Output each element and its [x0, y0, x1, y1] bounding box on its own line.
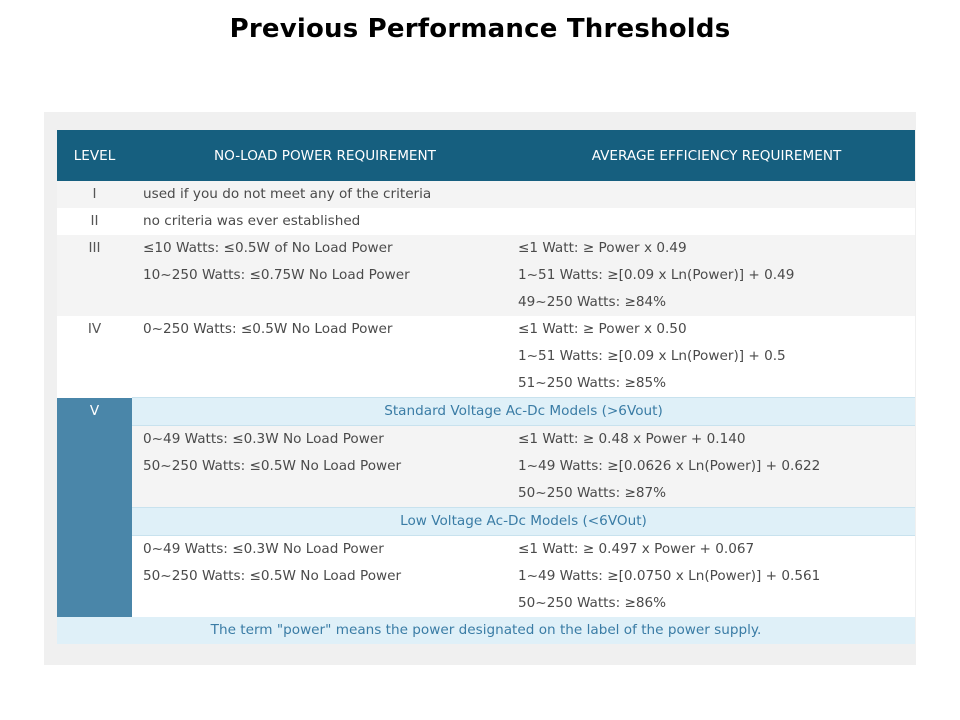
efficiency-line: ≤1 Watt: ≥ Power x 0.50 — [518, 321, 687, 337]
noload-line: 0~250 Watts: ≤0.5W No Load Power — [143, 321, 393, 337]
table-row — [57, 208, 915, 235]
efficiency-line: 50~250 Watts: ≥86% — [518, 595, 667, 611]
table-row — [57, 235, 915, 316]
table-row — [57, 181, 915, 208]
level-cell: III — [88, 240, 101, 256]
header-efficiency: AVERAGE EFFICIENCY REQUIREMENT — [518, 130, 915, 181]
efficiency-line: 1~51 Watts: ≥[0.09 x Ln(Power)] + 0.5 — [518, 348, 786, 364]
level-cell: I — [92, 186, 97, 202]
table-row — [57, 536, 915, 618]
subheading-low-voltage: Low Voltage Ac-Dc Models (<6VOut) — [132, 508, 915, 536]
footnote-row — [57, 617, 915, 644]
efficiency-line: ≤1 Watt: ≥ 0.497 x Power + 0.067 — [518, 541, 755, 557]
subheading-standard-voltage: Standard Voltage Ac-Dc Models (>6Vout) — [132, 398, 915, 426]
noload-line: ≤10 Watts: ≤0.5W of No Load Power — [143, 240, 393, 256]
table-row — [57, 426, 915, 508]
level-cell: II — [90, 213, 99, 229]
footnote: The term "power" means the power designated on the label of the power supply. — [57, 617, 915, 644]
level-cell: V — [89, 402, 100, 419]
header-level: LEVEL — [57, 130, 132, 181]
efficiency-line: 49~250 Watts: ≥84% — [518, 294, 667, 310]
level-cell: IV — [87, 321, 102, 337]
noload-line: used if you do not meet any of the criteria — [143, 186, 432, 202]
noload-line: 0~49 Watts: ≤0.3W No Load Power — [143, 541, 384, 557]
efficiency-line: 1~49 Watts: ≥[0.0626 x Ln(Power)] + 0.622 — [518, 458, 821, 474]
efficiency-line: 50~250 Watts: ≥87% — [518, 485, 667, 501]
noload-line: no criteria was ever established — [143, 213, 361, 229]
table-header-row — [57, 130, 915, 181]
efficiency-line: 1~51 Watts: ≥[0.09 x Ln(Power)] + 0.49 — [518, 267, 795, 283]
header-noload: NO-LOAD POWER REQUIREMENT — [132, 130, 518, 181]
efficiency-line: ≤1 Watt: ≥ 0.48 x Power + 0.140 — [518, 431, 746, 447]
thresholds-table — [57, 130, 915, 644]
efficiency-line: 51~250 Watts: ≥85% — [518, 375, 667, 391]
table-row — [57, 316, 915, 398]
noload-line: 50~250 Watts: ≤0.5W No Load Power — [143, 568, 402, 584]
noload-line: 50~250 Watts: ≤0.5W No Load Power — [143, 458, 402, 474]
noload-line: 0~49 Watts: ≤0.3W No Load Power — [143, 431, 384, 447]
table-row — [57, 398, 915, 426]
slide-title: Previous Performance Thresholds — [229, 14, 731, 44]
efficiency-line: ≤1 Watt: ≥ Power x 0.49 — [518, 240, 687, 256]
table-row — [57, 508, 915, 536]
noload-line: 10~250 Watts: ≤0.75W No Load Power — [143, 267, 410, 283]
efficiency-line: 1~49 Watts: ≥[0.0750 x Ln(Power)] + 0.561 — [518, 568, 821, 584]
